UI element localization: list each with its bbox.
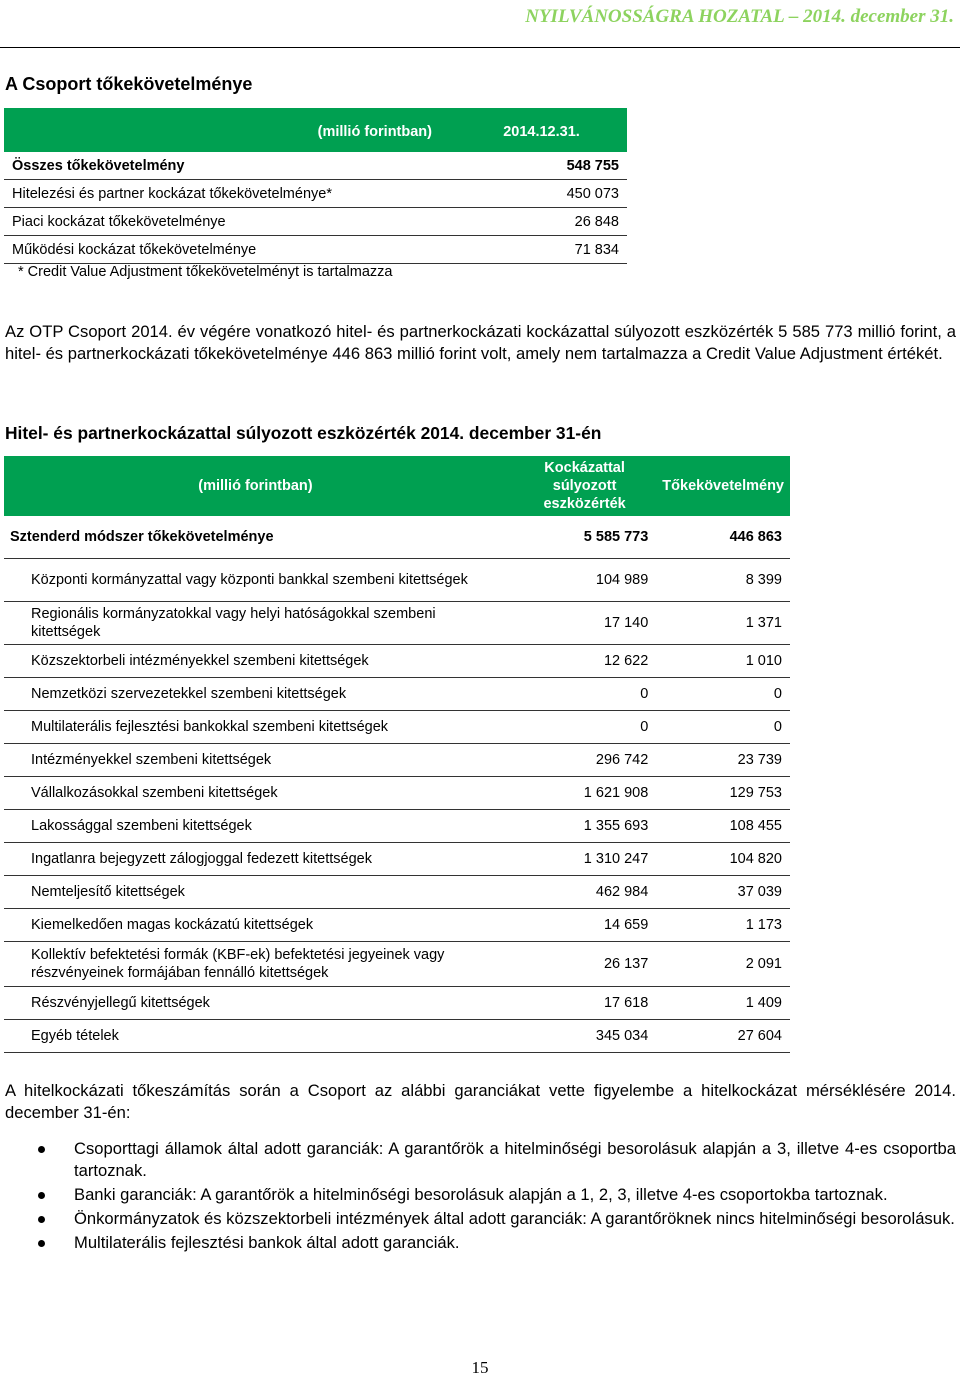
- rwa-row-capital: 129 753: [656, 777, 790, 810]
- rwa-row-capital: 2 091: [656, 942, 790, 987]
- rwa-row-label: Kiemelkedően magas kockázatú kitettségek: [4, 909, 513, 942]
- rwa-row-label: Központi kormányzattal vagy központi bankkal szembeni kitettségek: [4, 559, 513, 602]
- table-row: [4, 236, 627, 264]
- table-row: [4, 843, 790, 876]
- table-row: [4, 1020, 790, 1053]
- rwa-row-label: Regionális kormányzatokkal vagy helyi hatóságokkal szembeni kitettségek: [4, 602, 513, 645]
- bullet-icon: [38, 1240, 45, 1247]
- rwa-row-capital: 27 604: [656, 1020, 790, 1053]
- list-item: [0, 1208, 956, 1230]
- list-item: [0, 1138, 956, 1182]
- rwa-row-capital: 1 010: [656, 645, 790, 678]
- rwa-row-label: Egyéb tételek: [4, 1020, 513, 1053]
- rwa-row-label: Nemzetközi szervezetekkel szembeni kitettségek: [4, 678, 513, 711]
- bullet-icon: [38, 1216, 45, 1223]
- rwa-row-label: Részvényjellegű kitettségek: [4, 987, 513, 1020]
- bullet-icon: [38, 1192, 45, 1199]
- rwa-row-rwa: 0: [513, 711, 656, 744]
- table1-row-label: Hitelezési és partner kockázat tőkekövetelménye*: [4, 180, 456, 208]
- rwa-header-capital: Tőkekövetelmény: [656, 456, 790, 516]
- paragraph-guarantees: A hitelkockázati tőkeszámítás során a Csoport az alábbi garanciákat vette figyelembe a hitelkockázat mérséklésére 2014. december 31-én:: [5, 1081, 956, 1122]
- table-row: [4, 711, 790, 744]
- table-row: [4, 987, 790, 1020]
- rwa-row-rwa: 1 310 247: [513, 843, 656, 876]
- list-item-text: Önkormányzatok és közszektorbeli intézmények által adott garanciák: A garantőröknek nincs hitelminőségi besorolásuk.: [74, 1209, 955, 1228]
- rwa-table-title: Hitel- és partnerkockázattal súlyozott eszközérték 2014. december 31-én: [5, 423, 602, 443]
- table1-total-label: Összes tőkekövetelmény: [4, 152, 456, 180]
- table1-row-value: 26 848: [456, 208, 627, 236]
- table1-row-value: 450 073: [456, 180, 627, 208]
- table1-footnote: * Credit Value Adjustment tőkekövetelményt is tartalmazza: [18, 264, 393, 280]
- rwa-row-rwa: 462 984: [513, 876, 656, 909]
- table1-row-value: 71 834: [456, 236, 627, 264]
- header-rule: [0, 47, 960, 48]
- bullet-icon: [38, 1146, 45, 1153]
- rwa-row-capital: 104 820: [656, 843, 790, 876]
- guarantee-list: [0, 1138, 956, 1256]
- rwa-row-label: Multilaterális fejlesztési bankokkal szembeni kitettségek: [4, 711, 513, 744]
- list-item-text: Csoporttagi államok által adott garanciák: A garantőrök a hitelminőségi besorolásuk alapján a 3, illetve 4-es csoportba tartoznak.: [74, 1139, 956, 1180]
- rwa-row-capital: 23 739: [656, 744, 790, 777]
- table-row: [4, 602, 790, 645]
- table-row: [4, 876, 790, 909]
- table-row: [4, 909, 790, 942]
- page-header: [0, 0, 960, 48]
- page-number: 15: [471, 1358, 489, 1377]
- rwa-row-rwa: 26 137: [513, 942, 656, 987]
- table1-unit-header: (millió forintban): [4, 108, 456, 152]
- table-row: [4, 810, 790, 843]
- table-row: [4, 777, 790, 810]
- standard-method-label: Sztenderd módszer tőkekövetelménye: [4, 516, 513, 559]
- rwa-row-rwa: 0: [513, 678, 656, 711]
- rwa-header-rwa: Kockázattal súlyozott eszközérték: [513, 456, 656, 516]
- table1-row-label: Piaci kockázat tőkekövetelménye: [4, 208, 456, 236]
- rwa-row-capital: 1 409: [656, 987, 790, 1020]
- rwa-row-capital: 1 173: [656, 909, 790, 942]
- header-title: NYILVÁNOSSÁGRA HOZATAL – 2014. december 31.: [525, 6, 954, 27]
- table-row: [4, 744, 790, 777]
- table1-date-header: 2014.12.31.: [456, 108, 627, 152]
- rwa-row-capital: 0: [656, 711, 790, 744]
- table-row: [4, 559, 790, 602]
- rwa-row-rwa: 17 618: [513, 987, 656, 1020]
- rwa-row-label: Közszektorbeli intézményekkel szembeni kitettségek: [4, 645, 513, 678]
- rwa-row-rwa: 12 622: [513, 645, 656, 678]
- list-item-text: Multilaterális fejlesztési bankok által adott garanciák.: [74, 1233, 460, 1252]
- table-row: [4, 942, 790, 987]
- list-item: [0, 1232, 956, 1254]
- rwa-row-capital: 108 455: [656, 810, 790, 843]
- rwa-row-label: Lakossággal szembeni kitettségek: [4, 810, 513, 843]
- rwa-row-label: Ingatlanra bejegyzett zálogjoggal fedezett kitettségek: [4, 843, 513, 876]
- rwa-row-capital: 37 039: [656, 876, 790, 909]
- rwa-row-rwa: 17 140: [513, 602, 656, 645]
- list-item-text: Banki garanciák: A garantőrök a hitelminőségi besorolásuk alapján a 1, 2, 3, illetve 4-es csoportokba tartoznak.: [74, 1185, 888, 1204]
- standard-method-rwa: 5 585 773: [513, 516, 656, 559]
- rwa-row-rwa: 296 742: [513, 744, 656, 777]
- table1-total-value: 548 755: [456, 152, 627, 180]
- rwa-row-rwa: 345 034: [513, 1020, 656, 1053]
- rwa-row-rwa: 1 621 908: [513, 777, 656, 810]
- capital-requirement-table: [4, 108, 627, 264]
- rwa-row-capital: 8 399: [656, 559, 790, 602]
- section-title: A Csoport tőkekövetelménye: [5, 74, 253, 94]
- rwa-row-rwa: 1 355 693: [513, 810, 656, 843]
- table-row: [4, 180, 627, 208]
- standard-method-capital: 446 863: [656, 516, 790, 559]
- rwa-row-rwa: 104 989: [513, 559, 656, 602]
- rwa-row-label: Vállalkozásokkal szembeni kitettségek: [4, 777, 513, 810]
- table-row: [4, 678, 790, 711]
- rwa-header-unit: (millió forintban): [4, 456, 513, 516]
- rwa-row-label: Kollektív befektetési formák (KBF-ek) befektetési jegyeinek vagy részvényeinek formájában fennálló kitettségek: [4, 942, 513, 987]
- rwa-row-label: Intézményekkel szembeni kitettségek: [4, 744, 513, 777]
- rwa-row-rwa: 14 659: [513, 909, 656, 942]
- table-row: [4, 645, 790, 678]
- paragraph-rwa-summary: Az OTP Csoport 2014. év végére vonatkozó hitel- és partnerkockázati kockázattal súlyozott eszközérték 5 585 773 millió forint, a hitel- és partnerkockázati tőkekövetelménye 446 863 millió forint volt, amely nem tartalmazza a Credit Value Adjustment értékét.: [5, 322, 956, 363]
- rwa-row-capital: 1 371: [656, 602, 790, 645]
- list-item: [0, 1184, 956, 1206]
- table-row: [4, 208, 627, 236]
- table1-row-label: Működési kockázat tőkekövetelménye: [4, 236, 456, 264]
- rwa-row-capital: 0: [656, 678, 790, 711]
- rwa-row-label: Nemteljesítő kitettségek: [4, 876, 513, 909]
- rwa-table: [4, 456, 790, 1053]
